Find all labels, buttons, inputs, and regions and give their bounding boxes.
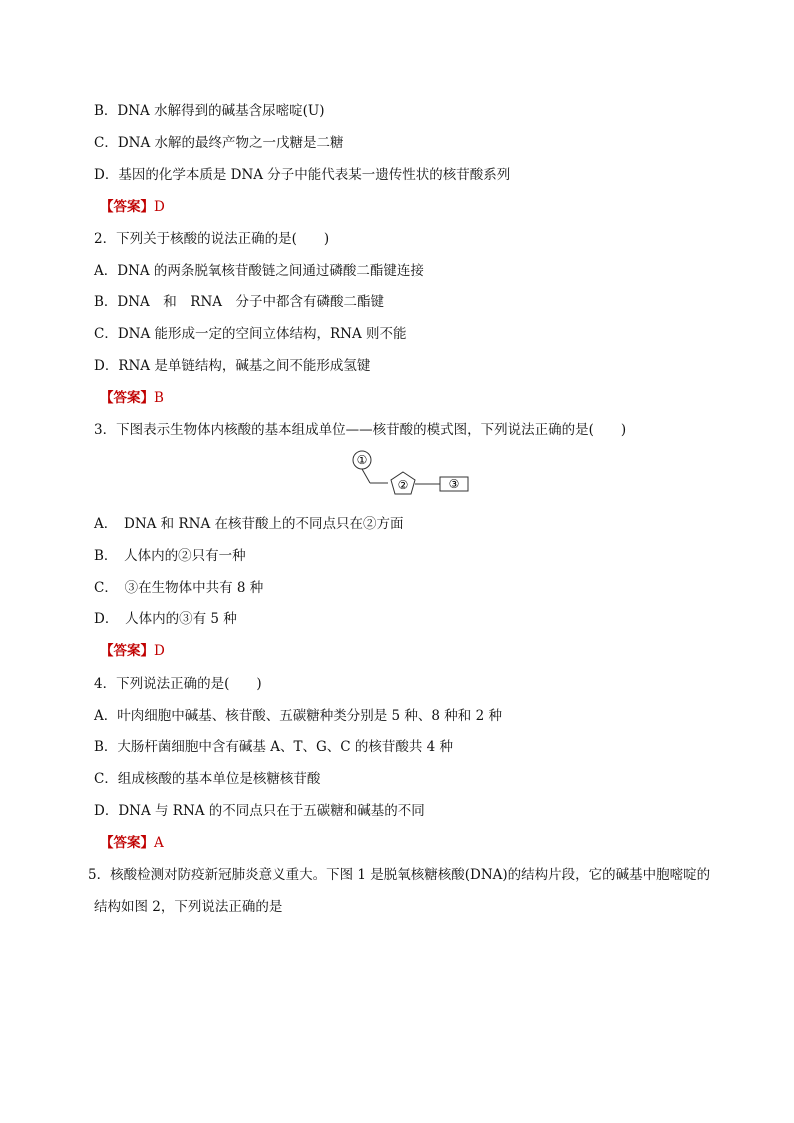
answer-value: A	[154, 835, 164, 851]
answer-tag: 【答案】	[100, 643, 154, 659]
diagram-label-1: ①	[356, 453, 368, 467]
q3-option-b: B． 人体内的②只有一种	[94, 548, 246, 564]
q3-stem: 3．下图表示生物体内核酸的基本组成单位——核苷酸的模式图，下列说法正确的是( )	[94, 422, 627, 438]
q1-answer	[100, 198, 165, 216]
q4-option-d: D．DNA 与 RNA 的不同点只在于五碳糖和碱基的不同	[94, 803, 425, 819]
bond-line	[362, 469, 370, 483]
q4-stem: 4．下列说法正确的是( )	[94, 676, 262, 692]
nucleotide-diagram	[348, 448, 478, 498]
q2-stem: 2．下列关于核酸的说法正确的是( )	[94, 231, 330, 247]
q2-option-b: B．DNA 和 RNA 分子中都含有磷酸二酯键	[94, 294, 385, 310]
answer-value: D	[154, 199, 165, 215]
q2-option-c: C．DNA 能形成一定的空间立体结构，RNA 则不能	[94, 326, 407, 342]
q1-option-c: C．DNA 水解的最终产物之一戊糖是二糖	[94, 135, 344, 151]
q4-option-c: C．组成核酸的基本单位是核糖核苷酸	[94, 771, 321, 787]
q1-option-d: D．基因的化学本质是 DNA 分子中能代表某一遗传性状的核苷酸系列	[94, 167, 511, 183]
answer-tag: 【答案】	[100, 835, 154, 851]
answer-value: B	[154, 390, 164, 406]
q2-option-d: D．RNA 是单链结构，碱基之间不能形成氢键	[94, 358, 371, 374]
diagram-label-3: ③	[448, 477, 460, 491]
q3-option-d: D． 人体内的③有 5 种	[94, 611, 237, 627]
q3-answer	[100, 642, 165, 660]
q5-stem-line-1: 5．核酸检测对防疫新冠肺炎意义重大。下图 1 是脱氧核糖核酸(DNA)的结构片段，它的碱基中胞嘧啶的	[88, 867, 711, 883]
q3-option-c: C． ③在生物体中共有 8 种	[94, 580, 264, 596]
q3-option-a: A． DNA 和 RNA 在核苷酸上的不同点只在②方面	[94, 516, 404, 532]
q2-answer	[100, 389, 164, 407]
answer-tag: 【答案】	[100, 199, 154, 215]
answer-tag: 【答案】	[100, 390, 154, 406]
diagram-label-2: ②	[397, 478, 409, 492]
q4-option-a: A．叶肉细胞中碱基、核苷酸、五碳糖种类分别是 5 种、8 种和 2 种	[94, 708, 502, 724]
q5-stem-line-2: 结构如图 2，下列说法正确的是	[94, 899, 283, 915]
q1-option-b: B．DNA 水解得到的碱基含尿嘧啶(U)	[94, 103, 325, 119]
q4-option-b: B．大肠杆菌细胞中含有碱基 A、T、G、C 的核苷酸共 4 种	[94, 739, 454, 755]
answer-value: D	[154, 643, 165, 659]
q4-answer	[100, 834, 164, 852]
q2-option-a: A．DNA 的两条脱氧核苷酸链之间通过磷酸二酯键连接	[94, 263, 424, 279]
